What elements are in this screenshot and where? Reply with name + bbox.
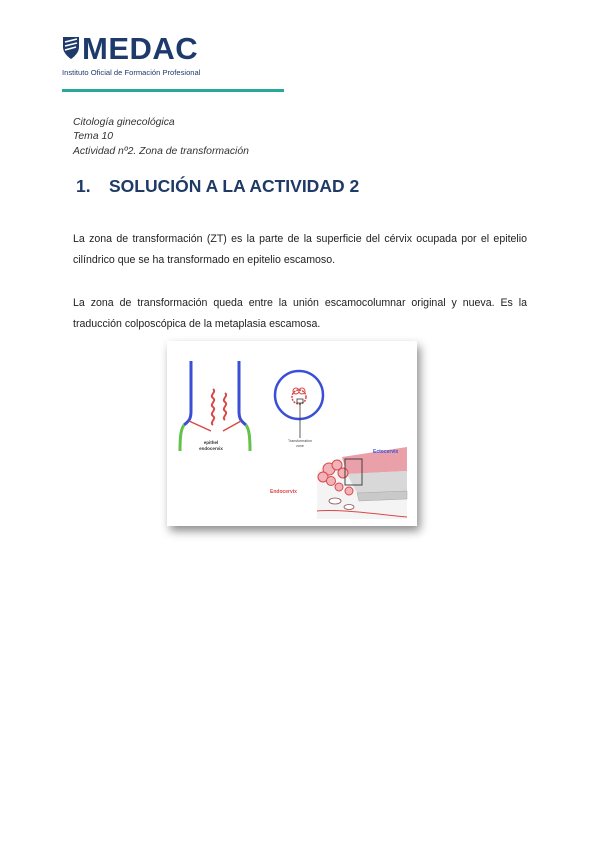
figure-illustration	[167, 341, 417, 526]
paragraph-definition: La zona de transformación (ZT) es la parte de la superficie del cérvix ocupada por el epitelio cilíndrico que se ha transformado en epitelio escamoso.	[73, 232, 527, 266]
canal-diagram	[180, 361, 250, 451]
tz-label-2: zone	[296, 444, 304, 448]
activity-line: Actividad nº2. Zona de transformación	[73, 145, 249, 157]
logo-wordmark: MEDAC	[82, 31, 199, 66]
transformation-zone-figure	[167, 341, 417, 526]
header-divider	[62, 89, 284, 92]
document-meta	[73, 116, 249, 159]
tissue-section	[270, 447, 407, 519]
shield-icon	[62, 36, 80, 60]
endocervix-label: Endocervix	[270, 489, 297, 495]
tz-label-1: Transformation	[287, 439, 313, 443]
ectocervix-label: Ectocervix	[373, 449, 399, 455]
medac-logo	[62, 31, 232, 82]
topic-line: Tema 10	[73, 131, 114, 143]
section-number: 1.	[76, 176, 91, 196]
logo-subtitle: Instituto Oficial de Formación Profesional	[62, 68, 201, 77]
subject-line: Citología ginecológica	[73, 117, 175, 128]
os-diagram	[275, 371, 323, 448]
section-heading	[76, 178, 359, 196]
section-title: SOLUCIÓN A LA ACTIVIDAD 2	[109, 176, 360, 196]
canal-label-1: epithel	[203, 440, 219, 445]
paragraph-location: La zona de transformación queda entre la unión escamocolumnar original y nueva. Es la traducción colposcópica de la metaplasia escamosa.	[73, 296, 527, 330]
canal-label-2: endocervix	[199, 446, 223, 451]
